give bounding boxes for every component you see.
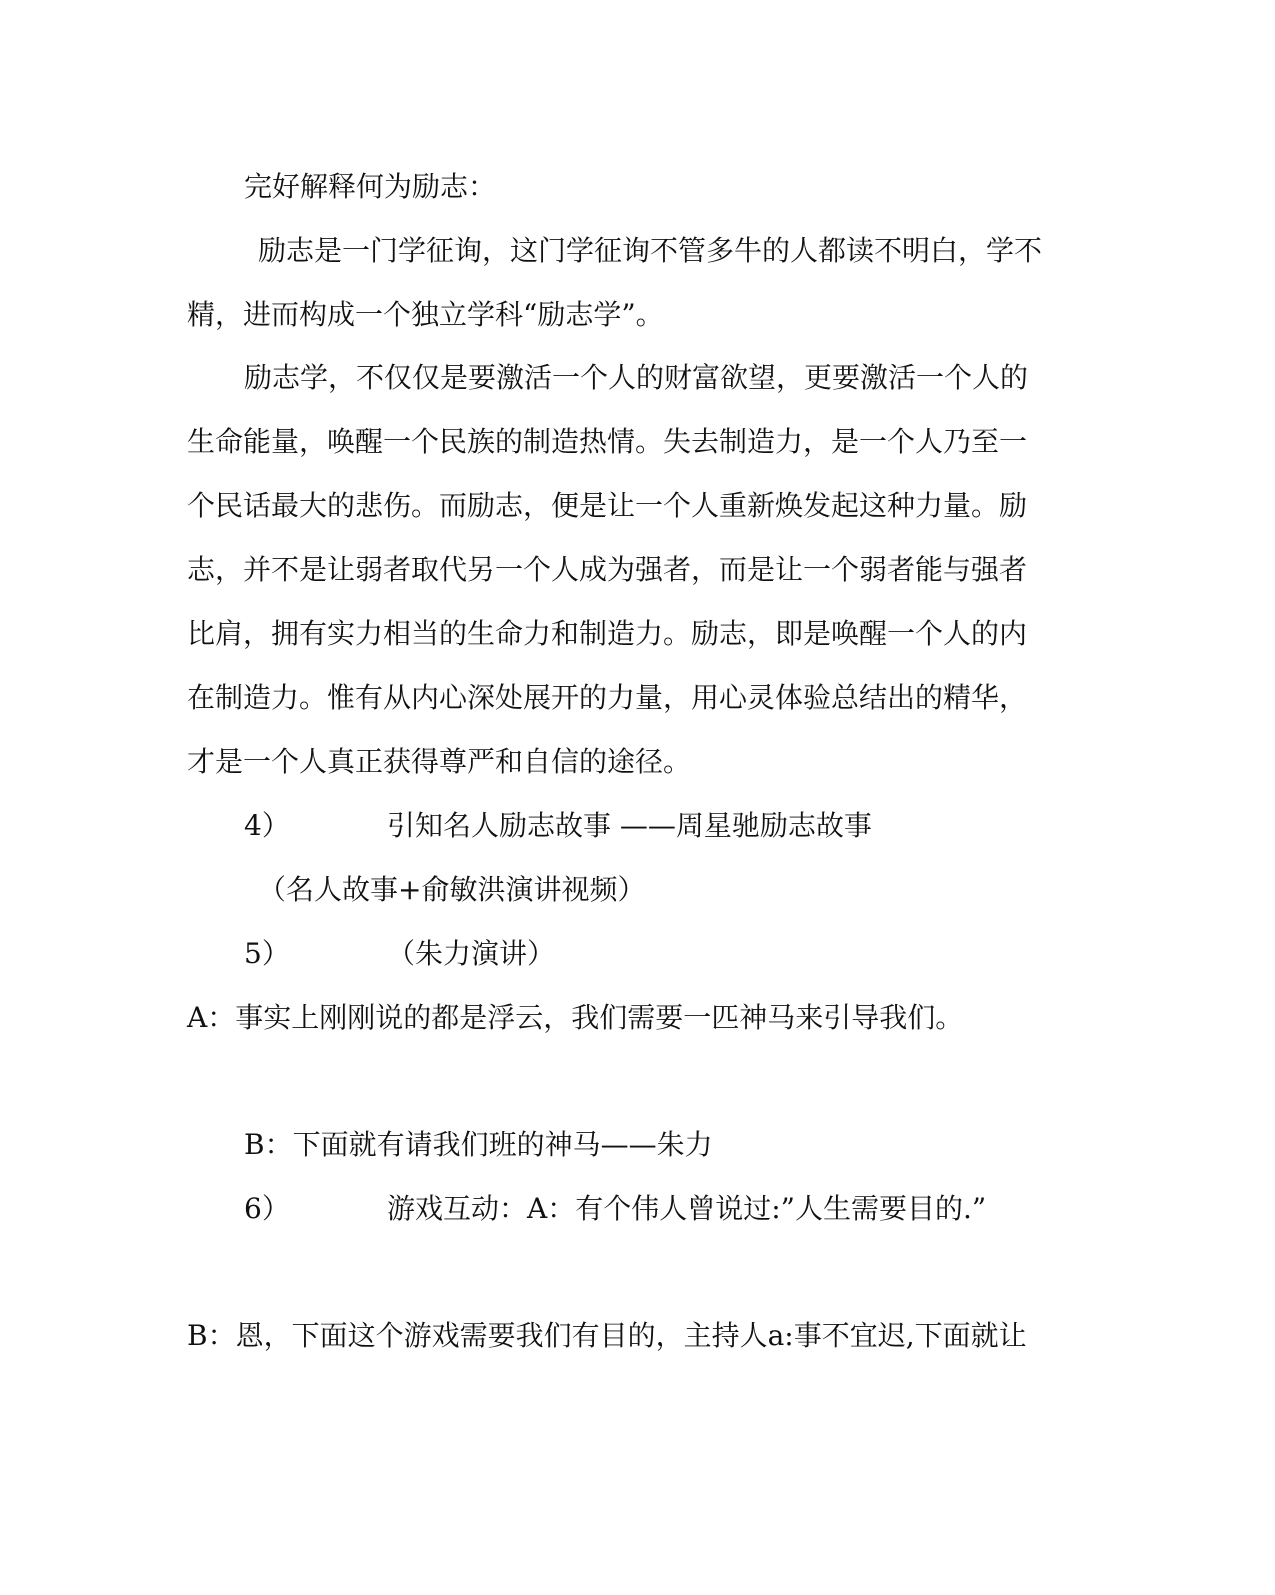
- paragraph-line: 个民话最大的悲伤。而励志，便是让一个人重新焕发起这种力量。励: [187, 489, 1028, 522]
- paragraph-line: 才是一个人真正获得尊严和自信的途径。: [187, 745, 692, 778]
- list-number: 4）: [244, 809, 290, 842]
- list-text: 游戏互动：A：有个伟人曾说过:”人生需要目的.”: [387, 1192, 987, 1225]
- list-text: （朱力演讲）: [387, 937, 556, 970]
- paragraph-line: 在制造力。惟有从内心深处展开的力量，用心灵体验总结出的精华，: [187, 681, 1028, 714]
- paragraph-line: 生命能量，唤醒一个民族的制造热情。失去制造力，是一个人乃至一: [187, 425, 1028, 458]
- list-text: 引知名人励志故事 ——周星驰励志故事: [387, 809, 872, 842]
- paragraph-line: 精，进而构成一个独立学科“励志学”。: [187, 298, 664, 331]
- paragraph-line: 比肩，拥有实力相当的生命力和制造力。励志，即是唤醒一个人的内: [187, 617, 1028, 650]
- paragraph-line: 励志学，不仅仅是要激活一个人的财富欲望，更要激活一个人的: [244, 361, 1029, 394]
- list-number: 6）: [244, 1192, 290, 1225]
- list-item-6: [244, 1189, 986, 1229]
- paragraph-line: 志，并不是让弱者取代另一个人成为强者，而是让一个弱者能与强者: [187, 553, 1028, 586]
- list-item-5: [244, 934, 555, 974]
- dialogue-line-a: A：事实上刚刚说的都是浮云，我们需要一匹神马来引导我们。: [187, 1001, 964, 1034]
- dialogue-line-b: B：恩，下面这个游戏需要我们有目的，主持人a:事不宜迟,下面就让: [187, 1319, 1027, 1352]
- list-item-4: [244, 806, 872, 846]
- paragraph-line: 励志是一门学征询，这门学征询不管多牛的人都读不明白，学不: [258, 234, 1043, 267]
- list-number: 5）: [244, 937, 290, 970]
- dialogue-line-b: B：下面就有请我们班的神马——朱力: [244, 1128, 713, 1161]
- list-note: （名人故事+俞敏洪演讲视频）: [258, 873, 646, 906]
- heading: 完好解释何为励志：: [244, 170, 497, 203]
